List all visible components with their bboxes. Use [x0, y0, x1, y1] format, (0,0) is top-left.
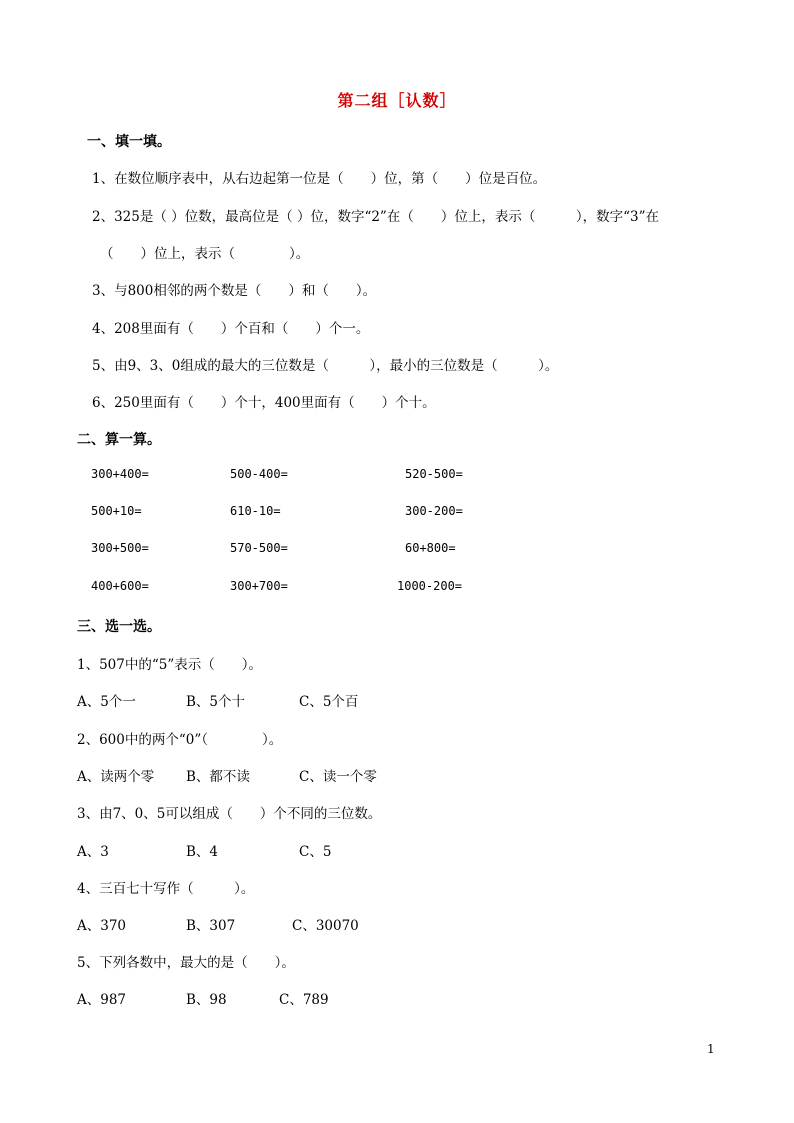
section-2-heading: 二、算一算。	[77, 432, 161, 448]
choice-option-b: B、4	[186, 844, 219, 860]
calc-cell: 570-500=	[230, 541, 288, 555]
choice-question-5: 5、下列各数中，最大的是（ ）。	[77, 955, 295, 971]
question-1-3: 3、与800相邻的两个数是（ ）和（ ）。	[92, 283, 377, 299]
choice-question-3: 3、由7、0、5可以组成（ ）个不同的三位数。	[77, 806, 382, 822]
choice-option-a: A、5个一	[77, 694, 136, 710]
calc-cell: 610-10=	[230, 504, 281, 518]
question-1-1: 1、在数位顺序表中，从右边起第一位是（ ）位，第（ ）位是百位。	[92, 171, 547, 187]
choice-option-c: C、读一个零	[299, 769, 377, 785]
calc-cell: 60+800=	[405, 541, 456, 555]
choice-option-c: C、30070	[292, 918, 359, 934]
calc-cell: 520-500=	[405, 467, 463, 481]
section-3-heading: 三、选一选。	[77, 619, 161, 635]
calc-cell: 300+500=	[91, 541, 149, 555]
choice-question-4: 4、三百七十写作（ ）。	[77, 881, 255, 897]
calc-cell: 1000-200=	[397, 579, 463, 593]
choice-option-a: A、987	[77, 992, 127, 1008]
question-1-2-line-a: 2、325是（ ）位数，最高位是（ ）位，数字“2”在（ ）位上，表示（ ），数字“3”在	[92, 209, 659, 225]
choice-option-c: C、5个百	[299, 694, 359, 710]
choice-option-a: A、370	[77, 918, 127, 934]
calc-cell: 500+10=	[91, 504, 142, 518]
question-1-5: 5、由9、3、0组成的最大的三位数是（ ），最小的三位数是（ ）。	[92, 358, 559, 374]
choice-question-1: 1、507中的“5”表示（ ）。	[77, 657, 262, 673]
page-number: 1	[707, 1042, 715, 1056]
section-1-heading: 一、填一填。	[87, 134, 171, 150]
choice-option-a: A、读两个零	[77, 769, 155, 785]
question-1-6: 6、250里面有（ ）个十，400里面有（ ）个十。	[92, 395, 436, 411]
choice-option-b: B、5个十	[186, 694, 246, 710]
question-1-2-line-b: （ ）位上，表示（ ）。	[100, 246, 310, 262]
choice-option-b: B、98	[186, 992, 227, 1008]
choice-option-b: B、都不读	[186, 769, 250, 785]
calc-cell: 500-400=	[230, 467, 288, 481]
calc-cell: 300-200=	[405, 504, 463, 518]
choice-option-c: C、5	[299, 844, 332, 860]
calc-cell: 300+700=	[230, 579, 288, 593]
choice-option-a: A、3	[77, 844, 109, 860]
calc-cell: 400+600=	[91, 579, 149, 593]
choice-question-2: 2、600中的两个“0”（ ）。	[77, 732, 283, 748]
question-1-4: 4、208里面有（ ）个百和（ ）个一。	[92, 321, 370, 337]
choice-option-b: B、307	[186, 918, 236, 934]
page-title: 第二组［认数］	[337, 91, 457, 110]
calc-cell: 300+400=	[91, 467, 149, 481]
choice-option-c: C、789	[279, 992, 329, 1008]
